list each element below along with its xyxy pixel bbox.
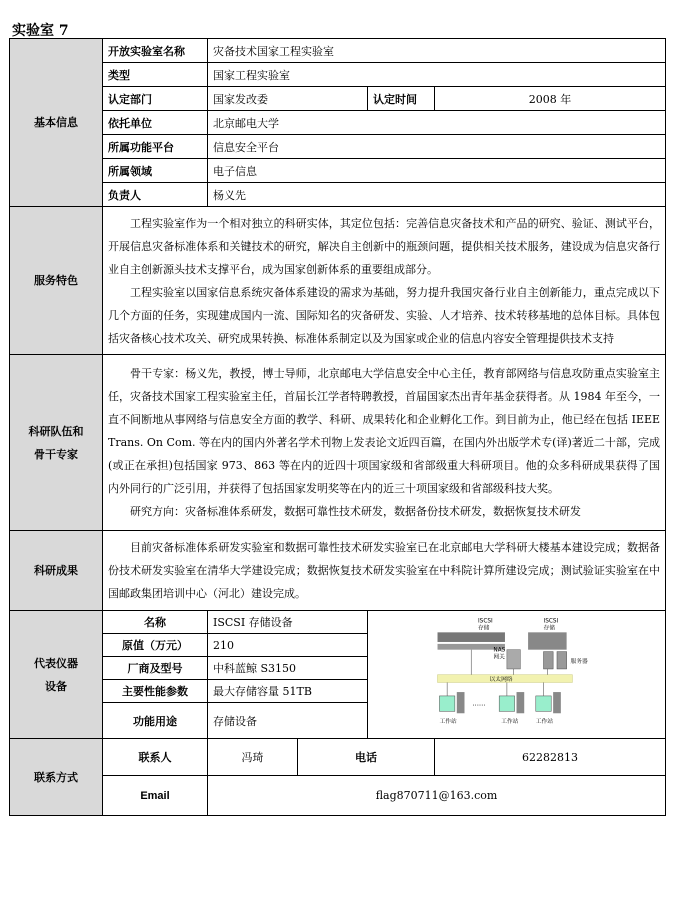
type-value: 国家工程实验室	[208, 63, 666, 87]
team-section-label	[10, 355, 103, 531]
field-value: 电子信息	[208, 159, 666, 183]
lab-name-value: 灾备技术国家工程实验室	[208, 39, 666, 63]
results-section-label: 科研成果	[10, 531, 103, 611]
results-paragraph: 目前灾备标准体系研发实验室和数据可靠性技术研发实验室已在北京邮电大学科研大楼基本建设完成；数据备份技术研发实验室在清华大学建设完成；数据恢复技术研发实验室在中科院计算所建设完成；测试验证实验室在中国邮政集团培训中心（河北）建设完成。	[108, 541, 661, 600]
workstation-tower-icon-2	[517, 692, 525, 713]
type-label: 类型	[103, 63, 208, 87]
org-value: 北京邮电大学	[208, 111, 666, 135]
workstation-tower-icon-1	[457, 692, 465, 713]
team-paragraph-1: 骨干专家：杨义先，教授，博士导师，北京邮电大学信息安全中心主任，教育部网络与信息攻防重点实验室主任，灾备技术国家工程实验室主任，首届长江学者特聘教授，首届国家杰出青年基金获得者。从 1984 年至今，一直不间断地从事网络与信息安全方面的教学、科研、成果转化和企业孵化工作。到目前为止，他已经在包括 IEEE Trans. On Com. 等在内的国内外著名学术刊物上发表论文近四百篇，在国内外出版学术专(译)著近二十部，完成(或正在承担)包括国家 973、863 等在内的近四十项国家级和省部级重大科研项目。他的众多科研成果获得了国内外同行的广泛引用，并获得了包括国家发明奖等在内的近三十项国家级和省部级科技大奖。	[108, 367, 661, 495]
storage-rack-right-icon	[528, 633, 567, 650]
ws-label-2: 工作站	[501, 719, 519, 726]
service-paragraph-1: 工程实验室作为一个相对独立的科研实体，其定位包括：完善信息灾备技术和产品的研究、验证、测试平台，开展信息灾备标准体系和关键技术的研究，解决自主创新中的瓶颈问题，提供相关技术服务，建设成为信息灾备行业自主创新源头技术支撑平台，成为国家创新体系的重要组成部分。	[108, 216, 661, 276]
contact-section-label: 联系方式	[10, 739, 103, 816]
dept-label: 认定部门	[103, 87, 208, 111]
instrument-section-line2: 设备	[45, 679, 67, 693]
maker-label: 厂商及型号	[103, 657, 208, 680]
price-label: 原值（万元）	[103, 634, 208, 657]
network-label: 以太网络	[489, 677, 513, 684]
perf-label: 主要性能参数	[103, 680, 208, 703]
store-label-1: 存储	[477, 625, 490, 632]
server-icon-1	[543, 652, 553, 669]
maker-value: 中科蓝鲸 S3150	[208, 657, 368, 680]
ws-label-1: 工作站	[439, 719, 457, 726]
team-section-line2: 骨干专家	[34, 447, 78, 461]
platform-label: 所属功能平台	[103, 135, 208, 159]
use-value: 存储设备	[208, 703, 368, 739]
basic-section-label: 基本信息	[10, 39, 103, 207]
page-title: 实验室 7	[12, 23, 69, 39]
field-label: 所属领域	[103, 159, 208, 183]
instrument-section-line1: 代表仪器	[34, 656, 78, 670]
iscsi-label-2: ISCSI	[543, 618, 559, 625]
leader-value: 杨义先	[208, 183, 666, 207]
ellipsis-label: ……	[472, 699, 486, 708]
lab-info-table	[9, 38, 666, 816]
gateway-label: 网关	[493, 654, 505, 661]
server-icon-2	[557, 652, 567, 669]
use-label: 功能用途	[103, 703, 208, 739]
team-paragraph-2: 研究方向：灾备标准体系研发，数据可靠性技术研发，数据备份技术研发，数据恢复技术研发	[130, 505, 581, 518]
contact-person-label: 联系人	[103, 739, 208, 776]
email-value: flag870711@163.com	[208, 776, 666, 816]
service-section-label: 服务特色	[10, 207, 103, 355]
server-label: 服务器	[570, 659, 588, 666]
time-label: 认定时间	[368, 87, 435, 111]
nas-gateway-icon	[507, 650, 520, 669]
org-label: 依托单位	[103, 111, 208, 135]
instrument-name-label: 名称	[103, 611, 208, 634]
email-label: Email	[103, 776, 208, 816]
service-paragraph-2: 工程实验室以国家信息系统灾备体系建设的需求为基础，努力提升我国灾备行业自主创新能力，重点完成以下几个方面的任务，实现建成国内一流、国际知名的灾备研发、实验、人才培养、技术转移基地的总体目标。具体包括灾备核心技术攻关、研究成果转换、标准体系制定以及为国家或企业的信息内容安全管理提供技术支持	[108, 285, 661, 345]
iscsi-label-1: ISCSI	[477, 618, 493, 625]
contact-person-value: 冯琦	[208, 739, 298, 776]
lab-name-label: 开放实验室名称	[103, 39, 208, 63]
nas-label: NAS	[493, 647, 506, 654]
instrument-name-value: ISCSI 存储设备	[208, 611, 368, 634]
storage-network-diagram	[372, 615, 661, 731]
leader-label: 负责人	[103, 183, 208, 207]
dept-value: 国家发改委	[208, 87, 368, 111]
time-value: 2008 年	[435, 87, 666, 111]
instrument-section-label	[10, 611, 103, 739]
workstation-icon-1	[439, 696, 454, 711]
workstation-icon-2	[499, 696, 514, 711]
ws-label-3: 工作站	[535, 719, 554, 726]
price-value: 210	[208, 634, 368, 657]
store-label-2: 存储	[543, 625, 556, 632]
workstation-tower-icon-3	[553, 692, 561, 713]
phone-label: 电话	[298, 739, 435, 776]
storage-rack-left-icon	[438, 633, 505, 643]
perf-value: 最大存储容量 51TB	[208, 680, 368, 703]
instrument-diagram-cell	[368, 611, 666, 739]
workstation-icon-3	[536, 696, 551, 711]
phone-value: 62282813	[435, 739, 666, 776]
team-section-line1: 科研队伍和	[28, 424, 84, 438]
platform-value: 信息安全平台	[208, 135, 666, 159]
